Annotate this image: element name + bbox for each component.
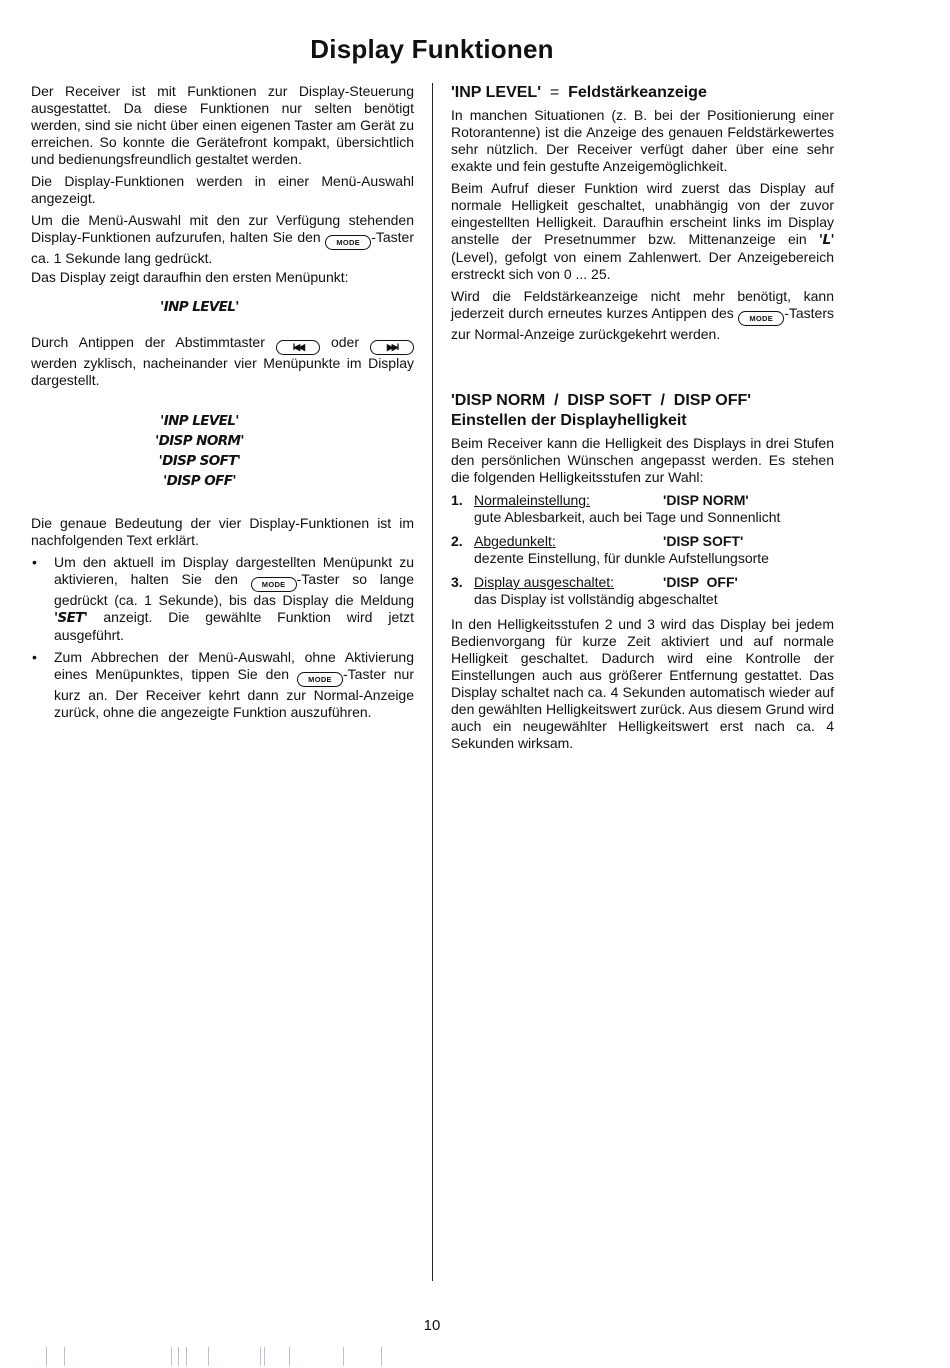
brightness-intro-paragraph: Beim Receiver kann die Helligkeit des Displays in drei Stufen den persönlichen Wünschen angepasst werden. Es stehen die folgenden Helligkeitsstufen zur Wahl: [451, 435, 834, 485]
cycle-paragraph [31, 334, 414, 389]
list-item: 1. Normaleinstellung: 'DISP NORM' gute Ablesbarkeit, auch bei Tage und Sonnenlicht [451, 492, 781, 525]
page-number: 10 [423, 1317, 441, 1334]
brightness-steps-list [451, 492, 834, 608]
previous-tuning-button-icon: I◀◀ [276, 340, 320, 355]
cycle-or: oder [330, 334, 359, 350]
inp-level-paragraph-3: Wird die Feldstärkeanzeige nicht mehr benötigt, kann jederzeit durch erneutes kurzes Antippen des MODE -Tasters zur Normal-Anzeige zurückgekehrt werden. [451, 288, 835, 342]
menu-item-disp-norm: 'DISP NORM' [155, 433, 244, 449]
call-menu-paragraph [31, 212, 414, 267]
mode-button-icon: MODE [738, 311, 784, 326]
page-title: Display Funktionen [310, 34, 554, 64]
menu-items-display [31, 411, 414, 491]
brightness-outro-paragraph: In den Helligkeitsstufen 2 und 3 wird das Display bei jedem Bedienvorgang für kurze Zeit aktiviert und auf normale Helligkeit geschaltet. Dadurch wird eine Kontrolle der Einstellungen auch aus größerer Entfernung gestattet. Das Display schaltet nach ca. 4 Sekunden automatisch wieder auf den gewählten Helligkeitswert zurück. Aus diesem Grund wird auch ein neugewählter Helligkeitswert erst nach ca. 4 Sekunden wirksam. [451, 616, 834, 751]
cycle-text: Durch Antippen der Abstimmtaster [31, 334, 265, 350]
next-tuning-button-icon: ▶▶I [370, 340, 414, 355]
menu-item-disp-off: 'DISP OFF' [163, 473, 236, 489]
scan-marks [40, 1347, 440, 1367]
mode-button-icon: MODE [251, 577, 297, 592]
section-heading-inp-level: 'INP LEVEL' = Feldstärkeanzeige [451, 84, 707, 101]
level-display-text: 'L' [818, 232, 834, 248]
column-divider [432, 83, 433, 1281]
mode-button-icon: MODE [325, 235, 371, 250]
left-column [31, 83, 414, 726]
call-menu-text: Um die Menü-Auswahl mit den zur Verfügung stehenden Display-Funktionen aufzurufen, halten Sie den [31, 212, 414, 245]
segment-display-text: 'INP LEVEL' [160, 299, 239, 315]
list-item: 2. Abgedunkelt: 'DISP SOFT' dezente Einstellung, für dunkle Aufstellungsorte [451, 533, 769, 566]
bullet-icon: • [32, 554, 37, 570]
menu-paragraph: Die Display-Funktionen werden in einer Menü-Auswahl angezeigt. [31, 173, 414, 206]
meaning-paragraph: Die genaue Bedeutung der vier Display-Funktionen ist im nachfolgenden Text erklärt. [31, 515, 414, 548]
right-column [451, 83, 834, 757]
menu-item-inp-level: 'INP LEVEL' [160, 413, 239, 429]
mode-button-icon: MODE [297, 672, 343, 687]
bullet-icon: • [32, 649, 37, 665]
brightness-heading-title: Einstellen der Displayhelligkeit [451, 412, 687, 429]
instruction-list [31, 554, 414, 721]
cycle-text-end: werden zyklisch, nacheinander vier Menüpunkte im Display dargestellt. [31, 355, 414, 388]
call-menu-text-end: -Taster ca. 1 Sekunde lang gedrückt. [31, 229, 414, 266]
set-display-text: 'SET' [54, 610, 88, 626]
display-first-item [31, 298, 414, 316]
first-item-paragraph: Das Display zeigt daraufhin den ersten Menüpunkt: [31, 269, 349, 285]
list-item: 3. Display ausgeschaltet: 'DISP OFF' das Display ist vollständig abgeschaltet [451, 574, 738, 607]
menu-item-disp-soft: 'DISP SOFT' [158, 453, 241, 469]
intro-paragraph: Der Receiver ist mit Funktionen zur Display-Steuerung ausgestattet. Da diese Funktionen nur selten benötigt werden, sind sie nicht über einen eigenen Taster am Gerät zu erreichen. So konnte die Gerätefront kompakt, übersichtlich und bedienungsfreundlich gestaltet werden. [31, 83, 414, 167]
section-heading-brightness [451, 391, 834, 431]
brightness-heading-modes: 'DISP NORM / DISP SOFT / DISP OFF' [451, 392, 752, 409]
inp-level-paragraph-1: In manchen Situationen (z. B. bei der Positionierung einer Rotorantenne) ist die Anzeige des genauen Feldstärkewertes sehr nützlich. Der Receiver verfügt daher über eine sehr exakte und fein gestufte Anzeigemöglichkeit. [451, 107, 834, 174]
list-item: • Um den aktuell im Display dargestellten Menüpunkt zu aktivieren, halten Sie den MODE -Taster so lange gedrückt (ca. 1 Sekunde), bis das Display die Meldung 'SET' anzeigt. Die gewählte Funktion wird jetzt ausgeführt. [32, 554, 415, 643]
list-item: • Zum Abbrechen der Menü-Auswahl, ohne Aktivierung eines Menüpunktes, tippen Sie den MODE -Taster nur kurz an. Der Receiver kehrt dann zur Normal-Anzeige zurück, ohne die angezeigte Funktion auszuführen. [32, 649, 414, 720]
inp-level-paragraph-2: Beim Aufruf dieser Funktion wird zuerst das Display auf normale Helligkeit geschaltet, unabhängig von der zuvor eingestellten Helligkeit. Daraufhin erscheint links im Display anstelle der Presetnummer bzw. Mittenanzeige ein 'L' (Level), gefolgt von einem Zahlenwert. Der Anzeigebereich erstreckt sich von 0 ... 25. [451, 180, 834, 282]
